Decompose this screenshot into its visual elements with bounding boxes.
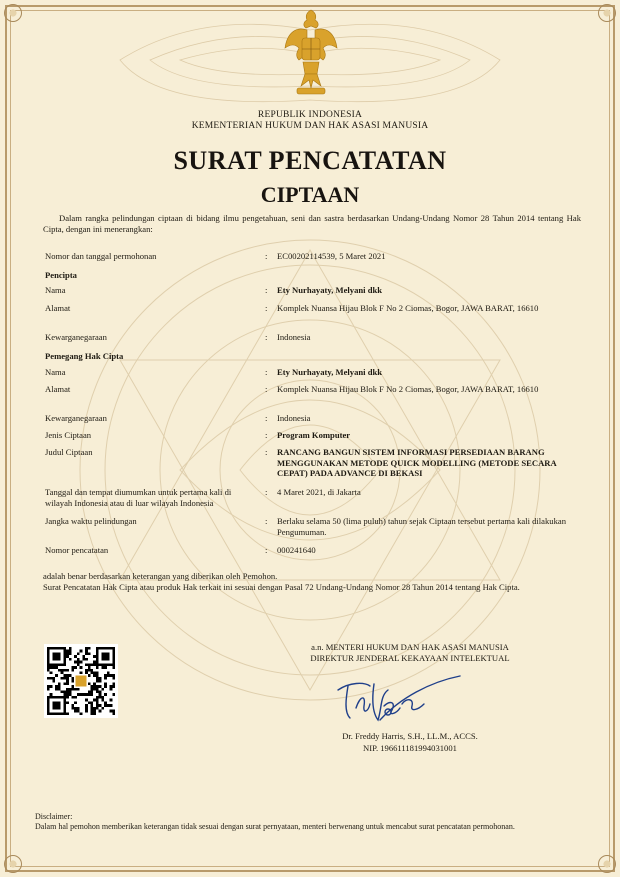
separator: : [265,332,268,342]
qr-code-icon [44,644,118,718]
work-type-value: Program Komputer [277,430,351,440]
separator: : [265,516,268,526]
signatory-name: Dr. Freddy Harris, S.H., LL.M., ACCS. [342,731,478,741]
signatory-on-behalf: a.n. MENTERI HUKUM DAN HAK ASASI MANUSIA [311,642,509,652]
name-label: Nama [45,367,66,377]
name-label: Nama [45,285,66,295]
term-value: Berlaku selama 50 (lima puluh) tahun sejak Ciptaan tersebut pertama kali dilakukan Pengumuman. [277,516,566,537]
signatory-nip: NIP. 196611181994031001 [363,743,457,753]
closing-line-2: Surat Pencatatan Hak Cipta atau produk Hak terkait ini sesuai dengan Pasal 72 Undang-Undang Nomor 28 Tahun 2014 tentang Hak Cipta. [43,582,520,592]
separator: : [265,487,268,497]
corner-ornament [598,4,616,22]
term-label: Jangka waktu pelindungan [45,516,137,526]
record-label: Nomor pencatatan [45,545,109,555]
separator: : [265,367,268,377]
separator: : [265,384,268,394]
intro-paragraph: Dalam rangka pelindungan ciptaan di bidang ilmu pengetahuan, seni dan sastra berdasarkan Undang-Undang Nomor 28 Tahun 2014 tentang Hak Cipta, dengan ini menerangkan: [43,213,581,234]
corner-ornament [4,855,22,873]
application-label: Nomor dan tanggal permohonan [45,251,157,261]
closing-line-1: adalah benar berdasarkan keterangan yang diberikan oleh Pemohon. [43,571,278,581]
address-label: Alamat [45,303,71,313]
name-value: Ety Nurhayaty, Melyani dkk [277,367,383,377]
address-value: Komplek Nuansa Hijau Blok F No 2 Ciomas, Bogor, JAWA BARAT, 16610 [277,384,539,394]
work-title-label: Judul Ciptaan [45,447,93,457]
page-title: SURAT PENCATATAN [173,146,447,175]
disclaimer-text: Dalam hal pemohon memberikan keterangan tidak sesuai dengan surat pernyataan, menteri berwenang untuk mencabut surat pencatatan permohonan. [35,822,515,831]
work-type-label: Jenis Ciptaan [45,430,92,440]
separator: : [265,413,268,423]
announce-label: Tanggal dan tempat diumumkan untuk pertama kali di wilayah Indonesia atau di luar wilayah Indonesia [45,487,232,508]
garuda-emblem-icon [283,4,339,104]
application-value: EC00202114539, 5 Maret 2021 [277,251,386,261]
address-value: Komplek Nuansa Hijau Blok F No 2 Ciomas, Bogor, JAWA BARAT, 16610 [277,303,539,313]
separator: : [265,447,268,457]
citizenship-label: Kewarganegaraan [45,413,107,423]
separator: : [265,430,268,440]
separator: : [265,251,268,261]
address-label: Alamat [45,384,71,394]
header-ministry: KEMENTERIAN HUKUM DAN HAK ASASI MANUSIA [191,121,429,131]
separator: : [265,303,268,313]
citizenship-value: Indonesia [277,413,311,423]
separator: : [265,545,268,555]
header-republic: REPUBLIK INDONESIA [257,110,363,120]
disclaimer-heading: Disclaimer: [35,812,73,821]
separator: : [265,285,268,295]
record-value: 000241640 [277,545,316,555]
citizenship-value: Indonesia [277,332,311,342]
announce-value: 4 Maret 2021, di Jakarta [277,487,361,497]
signature-icon [330,668,470,728]
work-title-value: RANCANG BANGUN SISTEM INFORMASI PERSEDIAAN BARANG MENGGUNAKAN METODE QUICK MODELLING (METODE SECARA CEPAT) PADA ADVANCE DI BEKASI [277,447,557,478]
signatory-office: DIREKTUR JENDERAL KEKAYAAN INTELEKTUAL [310,653,510,663]
name-value: Ety Nurhayaty, Melyani dkk [277,285,383,295]
citizenship-label: Kewarganegaraan [45,332,107,342]
section-pemegang: Pemegang Hak Cipta [45,351,124,361]
section-pencipta: Pencipta [45,270,77,280]
corner-ornament [4,4,22,22]
page-subtitle: CIPTAAN [260,182,360,207]
corner-ornament [598,855,616,873]
